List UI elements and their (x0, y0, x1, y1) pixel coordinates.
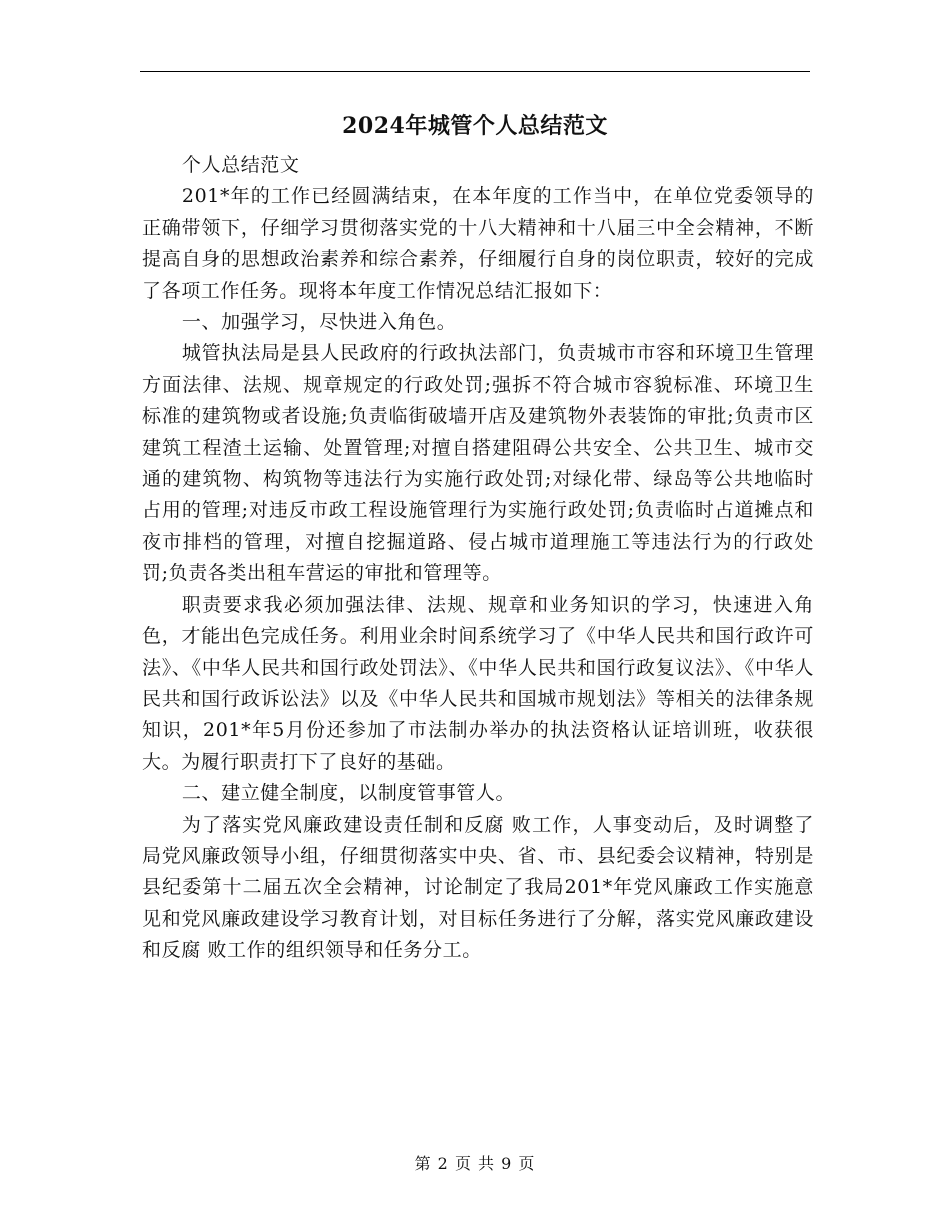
paragraph-intro: 201*年的工作已经圆满结束，在本年度的工作当中，在单位党委领导的正确带领下，仔细学习贯彻落实党的十八大精神和十八届三中全会精神，不断提高自身的思想政治素养和综合素养，仔细履行自身的岗位职责，较好的完成了各项工作任务。现将本年度工作情况总结汇报如下： (142, 185, 814, 302)
section-heading-2: 二、建立健全制度，以制度管事管人。 (181, 782, 516, 805)
header-rule (140, 71, 810, 72)
paragraph-study: 职责要求我必须加强法律、法规、规章和业务知识的学习，快速进入角色，才能出色完成任务。利用业余时间系统学习了《中华人民共和国行政许可法》、《中华人民共和国行政处罚法》、《中华人民共和国行政复议法》、《中华人民共和国行政诉讼法》以及《中华人民共和国城市规划法》等相关的法律条规知识，201*年5月份还参加了市法制办举办的执法资格认证培训班，收获很大。为履行职责打下了良好的基础。 (142, 593, 814, 773)
paragraph-subtitle: 个人总结范文 (181, 154, 300, 176)
paragraph-duties: 城管执法局是县人民政府的行政执法部门，负责城市市容和环境卫生管理方面法律、法规、规章规定的行政处罚;强拆不符合城市容貌标准、环境卫生标准的建筑物或者设施;负责临街破墙开店及建筑物外表装饰的审批;负责市区建筑工程渣土运输、处置管理;对擅自搭建阻碍公共安全、公共卫生、城市交通的建筑物、构筑物等违法行为实施行政处罚;对绿化带、绿岛等公共地临时占用的管理;对违反市政工程设施管理行为实施行政处罚;负责临时占道摊点和夜市排档的管理，对擅自挖掘道路、侵占城市道理施工等违法行为的行政处罚;负责各类出租车营运的审批和管理等。 (142, 342, 814, 585)
page-number: 第 2 页 共 9 页 (414, 1154, 536, 1173)
paragraph-integrity: 为了落实党风廉政建设责任制和反腐 败工作，人事变动后，及时调整了局党风廉政领导小组，仔细贯彻落实中央、省、市、县纪委会议精神，特别是县纪委第十二届五次全会精神，讨论制定了我局201*年党风廉政工作实施意见和党风廉政建设学习教育计划，对目标任务进行了分解，落实党风廉政建设和反腐 败工作的组织领导和任务分工。 (142, 813, 814, 962)
section-heading-1: 一、加强学习，尽快进入角色。 (181, 311, 457, 334)
document-body (142, 150, 814, 967)
document-title: 2024年城管个人总结范文 (342, 113, 608, 139)
